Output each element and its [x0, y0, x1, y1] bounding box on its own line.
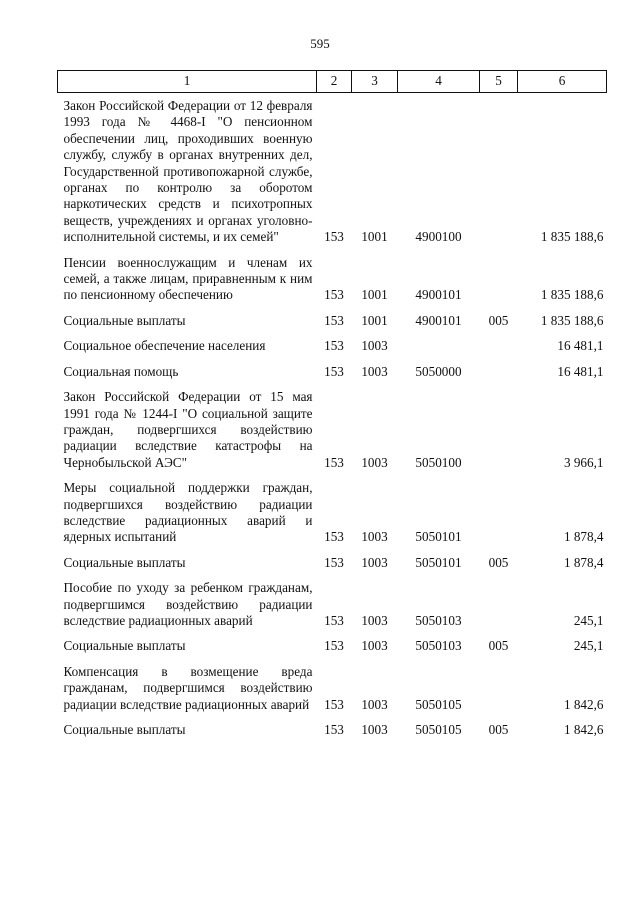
row-section-cell: 1001 — [361, 229, 388, 245]
row-section-cell: 1003 — [361, 363, 388, 379]
row-expense-type-cell: 005 — [488, 554, 509, 570]
row-code-cell: 153 — [324, 529, 344, 545]
row-target-cell: 4900100 — [415, 229, 462, 245]
row-target-cell: 5050101 — [415, 529, 462, 545]
row-code-cell: 153 — [324, 722, 344, 737]
row-amount-cell: 1 842,6 — [563, 696, 604, 712]
table-row — [58, 246, 607, 304]
row-name-cell: Социальные выплаты — [63, 312, 186, 328]
row-expense-type-cell — [480, 93, 518, 246]
row-name-cell: Пособие по уходу за ребенком гражданам, подвергшимся воздействию радиации вследствие радиационных аварий — [63, 580, 313, 628]
row-target-cell: 4900101 — [415, 287, 462, 303]
column-header-2: 2 — [317, 71, 352, 93]
row-expense-type-cell — [480, 355, 518, 380]
row-section-cell: 1003 — [361, 696, 388, 712]
row-name-cell: Меры социальной поддержки граждан, подвергшихся воздействию радиации вследствие радиационных аварий и ядерных испытаний — [63, 480, 313, 545]
row-target-cell: 4900101 — [415, 312, 462, 328]
table-row — [58, 380, 607, 471]
table-row — [58, 329, 607, 354]
table-row — [58, 629, 607, 654]
row-amount-cell: 1 835 188,6 — [540, 229, 604, 245]
row-code-cell: 153 — [324, 287, 344, 303]
row-section-cell: 1003 — [361, 612, 388, 628]
row-amount-cell: 3 966,1 — [563, 454, 604, 470]
row-code-cell: 153 — [324, 229, 344, 245]
row-expense-type-cell — [480, 329, 518, 354]
row-expense-type-cell — [480, 655, 518, 713]
row-target-cell: 5050103 — [415, 612, 462, 628]
column-header-4: 4 — [398, 71, 480, 93]
row-section-cell: 1003 — [361, 638, 388, 654]
budget-table — [57, 70, 607, 738]
row-section-cell: 1003 — [361, 454, 388, 470]
row-name-cell: Социальная помощь — [63, 363, 179, 379]
row-section-cell: 1003 — [361, 554, 388, 570]
column-header-3: 3 — [352, 71, 398, 93]
row-code-cell: 153 — [324, 554, 344, 570]
table-row — [58, 546, 607, 571]
page-number: 595 — [310, 36, 330, 51]
row-section-cell: 1001 — [361, 287, 388, 303]
row-amount-cell: 1 835 188,6 — [540, 312, 604, 328]
row-expense-type-cell: 005 — [488, 638, 509, 654]
row-target-cell: 5050100 — [415, 454, 462, 470]
table-row — [58, 93, 607, 246]
table-row — [58, 471, 607, 546]
row-section-cell: 1003 — [361, 529, 388, 545]
row-amount-cell: 245,1 — [573, 638, 604, 654]
row-expense-type-cell — [480, 571, 518, 629]
row-expense-type-cell: 005 — [488, 722, 509, 737]
row-target-cell: 5050103 — [415, 638, 462, 654]
row-amount-cell: 245,1 — [573, 612, 604, 628]
table-row — [58, 713, 607, 738]
row-amount-cell: 1 842,6 — [563, 722, 604, 737]
row-target-cell: 5050000 — [415, 363, 462, 379]
row-target-cell: 5050105 — [415, 722, 462, 737]
row-name-cell: Закон Российской Федерации от 12 февраля 1993 года № 4468-I "О пенсионном обеспечении лиц, проходивших военную службу, службу в органах внутренних дел, Государственной противопожарной службе, органах по контролю за оборотом наркотических средств и психотропных веществ, учреждениях и органах уголовно-исполнительной системы, и их семей" — [63, 98, 313, 245]
row-section-cell: 1003 — [361, 338, 388, 354]
row-amount-cell: 1 878,4 — [563, 529, 604, 545]
table-row — [58, 655, 607, 713]
column-header-5: 5 — [480, 71, 518, 93]
table-row — [58, 355, 607, 380]
row-name-cell: Закон Российской Федерации от 15 мая 1991 года № 1244-I "О социальной защите граждан, подвергшихся воздействию радиации вследствие катастрофы на Чернобыльской АЭС" — [63, 389, 313, 470]
row-name-cell: Социальные выплаты — [63, 722, 186, 737]
row-code-cell: 153 — [324, 363, 344, 379]
row-amount-cell: 16 481,1 — [557, 363, 604, 379]
row-name-cell: Социальное обеспечение населения — [63, 338, 266, 354]
column-header-6: 6 — [518, 71, 607, 93]
row-target-cell — [398, 329, 480, 354]
row-amount-cell: 1 835 188,6 — [540, 287, 604, 303]
row-expense-type-cell — [480, 246, 518, 304]
row-amount-cell: 1 878,4 — [563, 554, 604, 570]
row-expense-type-cell — [480, 471, 518, 546]
column-header-1: 1 — [58, 71, 317, 93]
table-header — [58, 71, 607, 93]
table-row — [58, 571, 607, 629]
row-code-cell: 153 — [324, 454, 344, 470]
row-section-cell: 1003 — [361, 722, 388, 737]
row-target-cell: 5050105 — [415, 696, 462, 712]
row-section-cell: 1001 — [361, 312, 388, 328]
row-name-cell: Пенсии военнослужащим и членам их семей, а также лицам, приравненным к ним по пенсионному обеспечению — [63, 254, 313, 303]
header-row — [58, 71, 607, 93]
row-name-cell: Компенсация в возмещение вреда гражданам, подвергшимся воздействию радиации вследствие радиационных аварий — [63, 663, 313, 712]
row-code-cell: 153 — [324, 612, 344, 628]
row-target-cell: 5050101 — [415, 554, 462, 570]
row-name-cell: Социальные выплаты — [63, 554, 186, 570]
table-body — [58, 93, 607, 739]
row-expense-type-cell — [480, 380, 518, 471]
row-expense-type-cell: 005 — [488, 312, 509, 328]
row-name-cell: Социальные выплаты — [63, 638, 186, 654]
row-code-cell: 153 — [324, 638, 344, 654]
table-row — [58, 304, 607, 329]
row-amount-cell: 16 481,1 — [557, 338, 604, 354]
row-code-cell: 153 — [324, 312, 344, 328]
row-code-cell: 153 — [324, 338, 344, 354]
row-code-cell: 153 — [324, 696, 344, 712]
